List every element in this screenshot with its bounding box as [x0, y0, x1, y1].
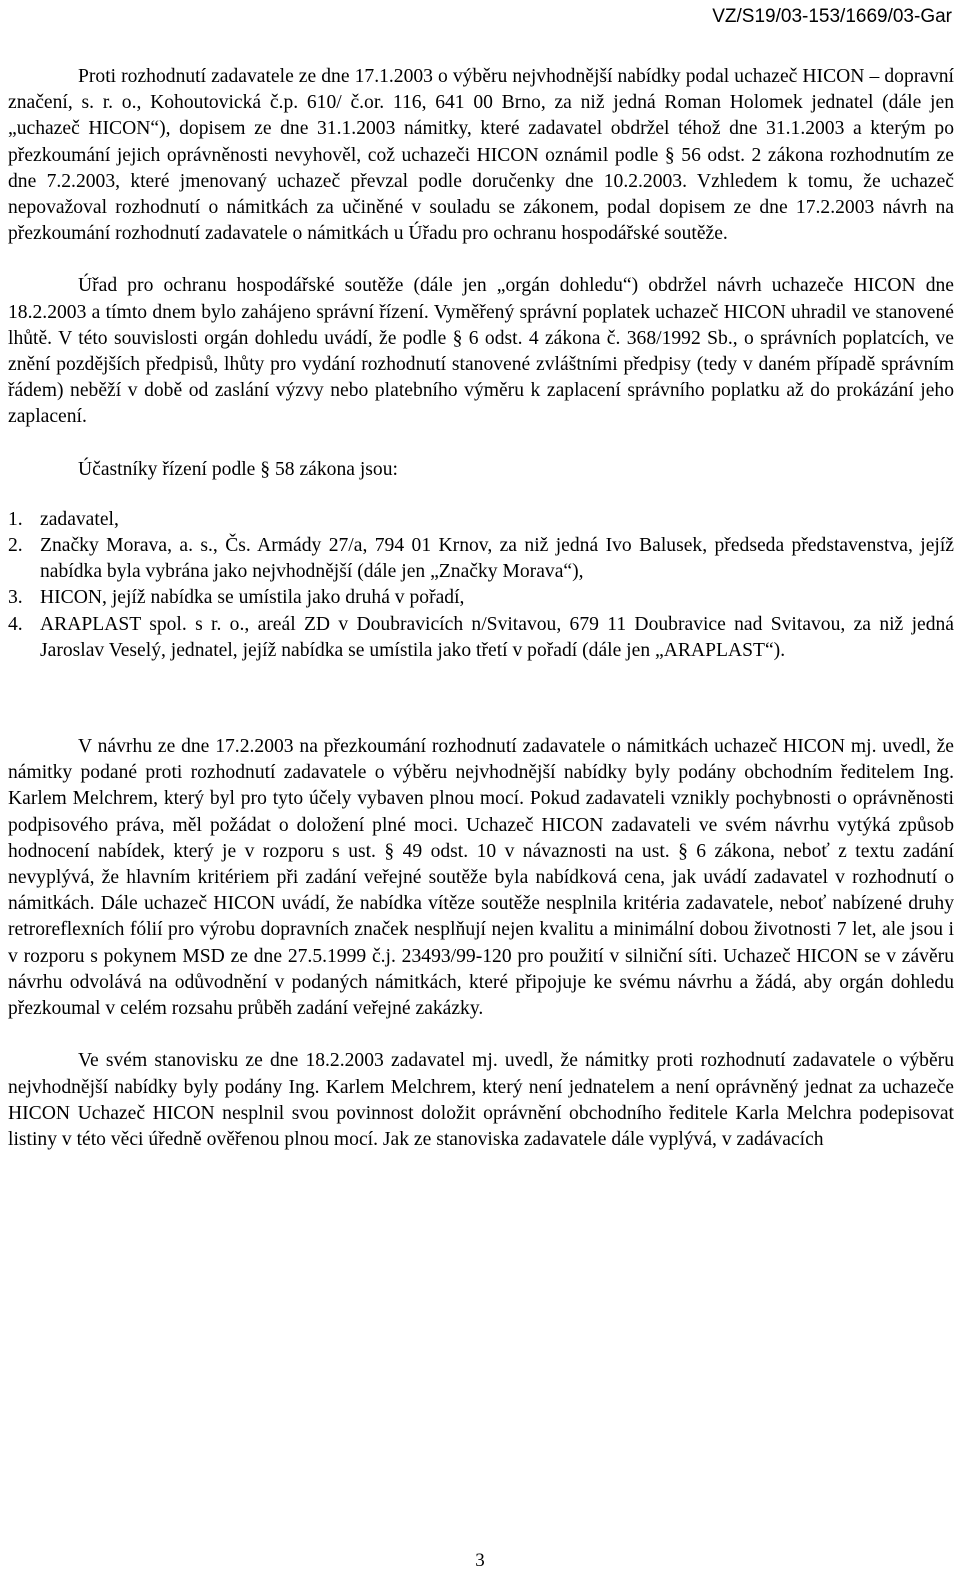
participants-list — [8, 507, 954, 664]
participants-intro: Účastníky řízení podle § 58 zákona jsou: — [78, 458, 398, 480]
list-item: 3. HICON, jejíž nabídka se umístila jako druhá v pořadí, — [8, 587, 465, 609]
document-body — [8, 64, 954, 1153]
paragraph-proceedings: Úřad pro ochranu hospodářské soutěže (dále jen „orgán dohledu“) obdržel návrh uchazeče HICON dne 18.2.2003 a tímto dnem bylo zahájeno správní řízení. Vyměřený správní poplatek uchazeč HICON uhradil ve stanovené lhůtě. V této souvislosti orgán dohledu uvádí, že podle § 6 odst. 4 zákona č. 368/1992 Sb., o správních poplatcích, ve znění pozdějších předpisů, lhůty pro vydání rozhodnutí stanovené zvláštními předpisy (tedy v daném případě správním řádem) neběží v době od zaslání výzvy nebo platebního výměru k zaplacení správního poplatku až do prokázání jeho zaplacení. — [8, 275, 954, 428]
paragraph-statement: Ve svém stanovisku ze dne 18.2.2003 zadavatel mj. uvedl, že námitky proti rozhodnutí zadavatele o výběru nejvhodnější nabídky byly podány Ing. Karlem Melchrem, který není jednatelem a není oprávněný jednat za uchazeče HICON Uchazeč HICON nesplnil svou povinnost doložit oprávnění obchodního ředitele Karla Melchra podepisovat listiny v této věci úředně ověřenou plnou mocí. Jak ze stanoviska zadavatele dále vyplývá, v zadávacích — [8, 1050, 954, 1150]
page-number: 3 — [475, 1550, 485, 1571]
list-item: 4. ARAPLAST spol. s r. o., areál ZD v Doubravicích n/Svitavou, 679 11 Doubravice nad Svitavou, za niž jedná Jaroslav Veselý, jednatel, jejíž nabídka se umístila jako třetí v pořadí (dále jen „ARAPLAST“). — [8, 613, 954, 661]
list-item: 1. zadavatel, — [8, 508, 119, 530]
list-item: 2. Značky Morava, a. s., Čs. Armády 27/a, 794 01 Krnov, za niž jedná Ivo Balusek, předseda představenstva, jejíž nabídka byla vybrána jako nejvhodnější (dále jen „Značky Morava“), — [8, 535, 954, 583]
paragraph-proposal: V návrhu ze dne 17.2.2003 na přezkoumání rozhodnutí zadavatele o námitkách uchazeč HICON mj. uvedl, že námitky podané proti rozhodnutí zadavatele o výběru nejvhodnější nabídky byly podány obchodním ředitelem Ing. Karlem Melchrem, který byl pro tyto účely vybaven plnou mocí. Pokud zadavateli vznikly pochybnosti o oprávněnosti podpisového práva, měl požádat o doložení plné moci. Uchazeč HICON zadavateli ve svém návrhu vytýká způsob hodnocení nabídek, který je v rozporu s ust. § 49 odst. 10 v návaznosti na ust. § 6 zákona, neboť z textu zadání nevyplývá, že hlavním kritériem při zadání veřejné soutěže byla nabídková cena, jak uvádí zadavatel v rozhodnutí o námitkách. Dále uchazeč HICON uvádí, že nabídka vítěze soutěže nesplnila kritéria zadavatele, neboť nabízené druhy retroreflexních fólií pro výrobu dopravních značek nesplňují nejen kvalitu a minimální dobou životnosti 7 let, ale jsou i v rozporu s pokynem MSD ze dne 27.5.1999 č.j. 23493/99-120 pro použití v silniční síti. Uchazeč HICON se v závěru návrhu odvolává na odůvodnění v podaných námitkách, které připojuje ke svému návrhu a žádá, aby orgán dohledu přezkoumal v celém rozsahu průběh zadání veřejné zakázky. — [8, 736, 954, 1020]
document-reference: VZ/S19/03-153/1669/03-Gar — [712, 6, 952, 27]
paragraph-objections: Proti rozhodnutí zadavatele ze dne 17.1.2003 o výběru nejvhodnější nabídky podal uchazeč HICON – dopravní značení, s. r. o., Kohoutovická č.p. 610/ č.or. 116, 641 00 Brno, za niž jedná Roman Holomek jednatel (dále jen „uchazeč HICON“), dopisem ze dne 31.1.2003 námitky, které zadavatel obdržel téhož dne 31.1.2003 a kterým po přezkoumání jejich oprávněnosti nevyhověl, což uchazeči HICON oznámil podle § 56 odst. 2 zákona rozhodnutím ze dne 7.2.2003, které jmenovaný uchazeč převzal podle doručenky dne 10.2.2003. Vzhledem k tomu, že uchazeč nepovažoval rozhodnutí o námitkách za učiněné v souladu se zákonem, podal dopisem ze dne 17.2.2003 návrh na přezkoumání rozhodnutí zadavatele o námitkách u Úřadu pro ochranu hospodářské soutěže. — [8, 66, 954, 245]
